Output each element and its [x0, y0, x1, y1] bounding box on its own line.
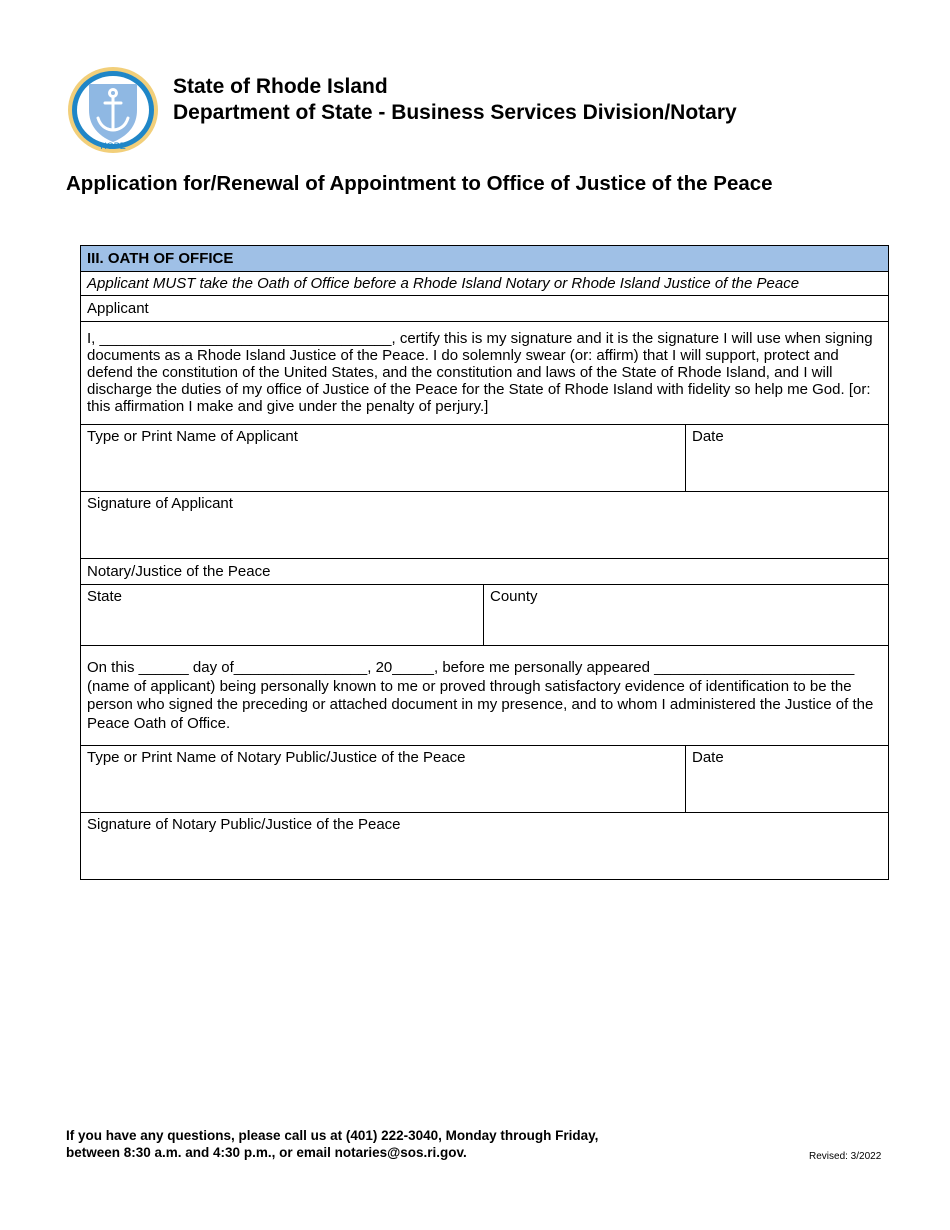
notary-signature-field[interactable]: [81, 813, 889, 880]
county-field[interactable]: [484, 585, 889, 646]
applicant-name-field[interactable]: [81, 425, 686, 492]
applicant-date-label: Date: [692, 428, 724, 445]
state-field[interactable]: [81, 585, 484, 646]
notary-signature-label: Signature of Notary Public/Justice of the Peace: [87, 816, 401, 833]
contact-line-1: If you have any questions, please call us at (401) 222-3040, Monday through Friday,: [66, 1128, 599, 1143]
contact-footer: [66, 1127, 598, 1161]
notary-name-field[interactable]: [81, 746, 686, 813]
organization-header: [173, 74, 737, 126]
seal-motto: HOPE: [100, 141, 126, 151]
notary-subheading: Notary/Justice of the Peace: [81, 559, 889, 585]
notary-date-label: Date: [692, 749, 724, 766]
applicant-subheading: Applicant: [81, 296, 889, 322]
notary-acknowledgment[interactable]: On this ______ day of________________, 20_____, before me personally appeared ________________________ (name of applicant) being personally known to me or proved through satisfactory evidence of identification to be the person who signed the preceding or attached document in my presence, and to whom I administered the Justice of the Peace Oath of Office.: [81, 646, 889, 746]
form-title: Application for/Renewal of Appointment to Office of Justice of the Peace: [66, 172, 773, 195]
county-label: County: [490, 588, 538, 605]
applicant-name-label: Type or Print Name of Applicant: [87, 428, 298, 445]
oath-of-office-form: [80, 245, 889, 880]
applicant-date-field[interactable]: [686, 425, 889, 492]
state-seal-logo: [67, 66, 159, 154]
applicant-signature-label: Signature of Applicant: [87, 495, 233, 512]
state-label: State: [87, 588, 123, 605]
oath-instruction-note: Applicant MUST take the Oath of Office before a Rhode Island Notary or Rhode Island Justice of the Peace: [81, 272, 889, 296]
oath-statement[interactable]: I, ___________________________________, certify this is my signature and it is the signature I will use when signing documents as a Rhode Island Justice of the Peace. I do solemnly swear (or: affirm) that I will support, protect and defend the constitution of the United States, and the constitution and laws of the State of Rhode Island, and I will discharge the duties of my office of Justice of the Peace for the State of Rhode Island with fidelity so help me God. [or: this affirmation I make and give under the penalty of perjury.]: [81, 322, 889, 425]
contact-line-2: between 8:30 a.m. and 4:30 p.m., or email notaries@sos.ri.gov.: [66, 1145, 467, 1160]
section-heading: III. OATH OF OFFICE: [81, 246, 889, 272]
revision-date: Revised: 3/2022: [809, 1151, 882, 1162]
notary-date-field[interactable]: [686, 746, 889, 813]
notary-name-label: Type or Print Name of Notary Public/Justice of the Peace: [87, 749, 466, 766]
applicant-signature-field[interactable]: [81, 492, 889, 559]
state-name: State of Rhode Island: [173, 75, 388, 98]
department-name: Department of State - Business Services Division/Notary: [173, 101, 737, 124]
